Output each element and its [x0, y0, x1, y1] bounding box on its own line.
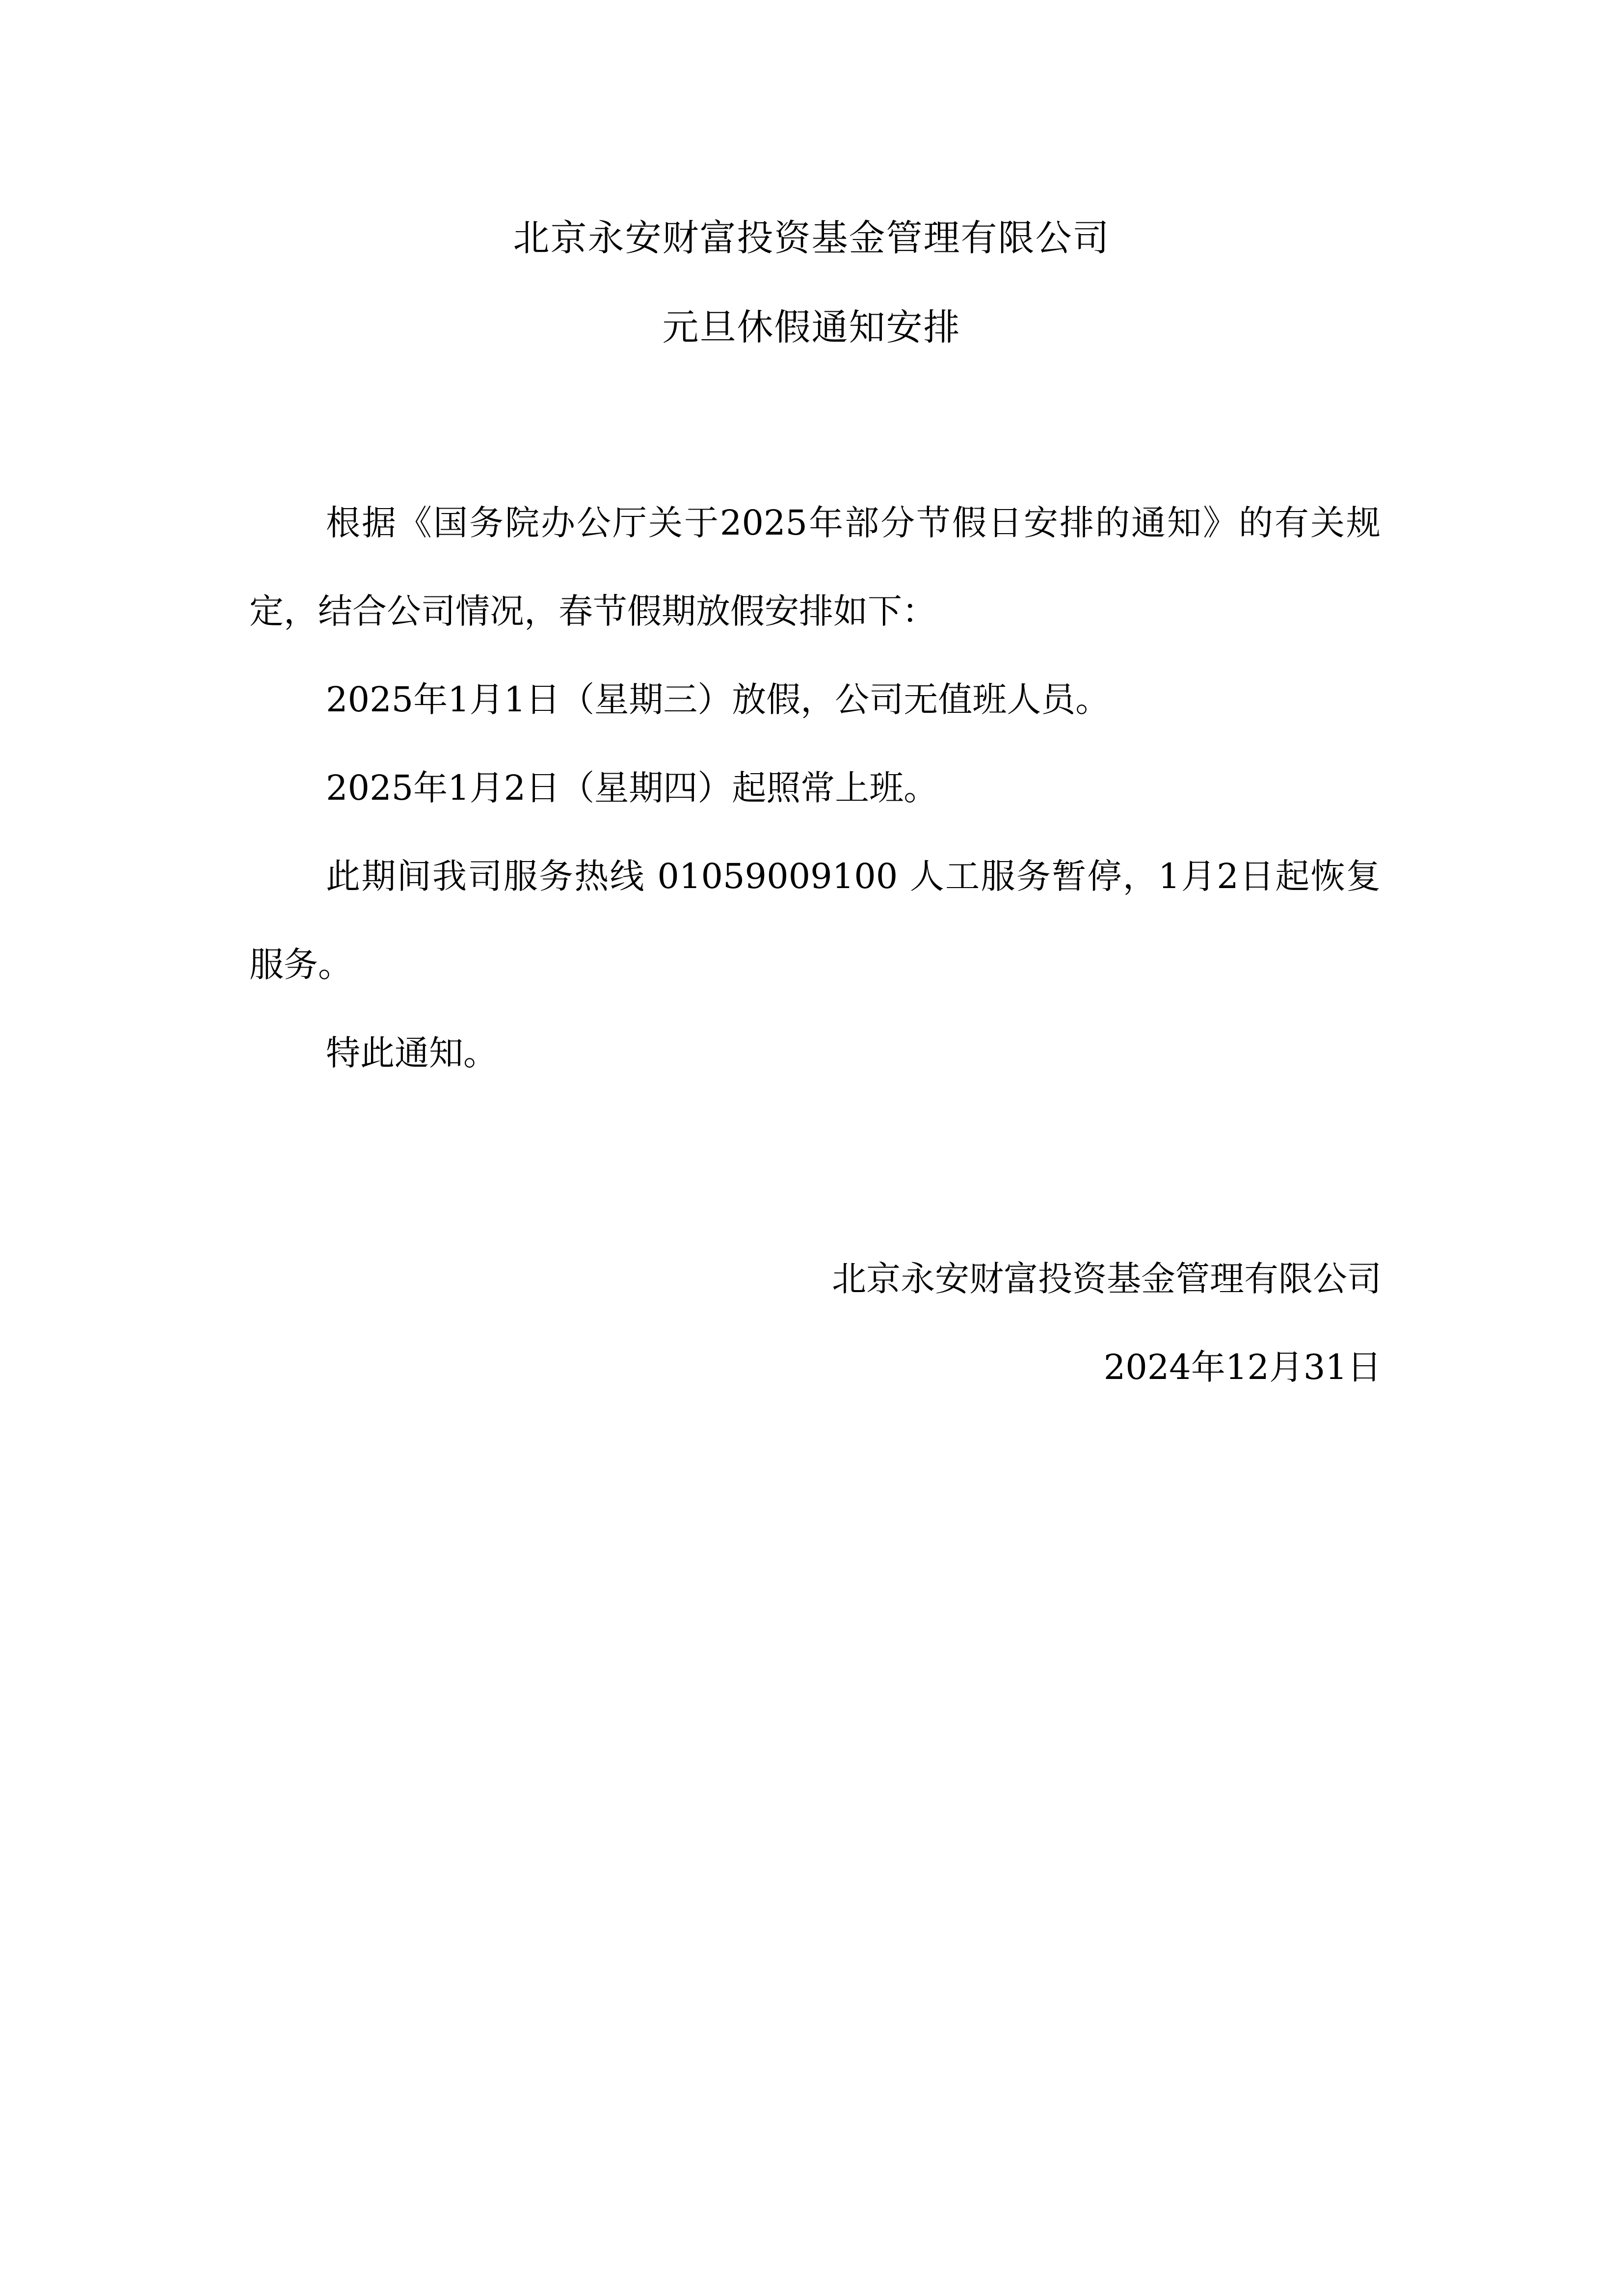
- signature-block: [832, 1235, 1382, 1411]
- paragraph-hotline: 此期间我司服务热线 01059009100 人工服务暂停，1月2日起恢复服务。: [249, 856, 1381, 985]
- paragraph-regulation: 根据《国务院办公厅关于2025年部分节假日安排的通知》的有关规定，结合公司情况，春节假期放假安排如下：: [249, 503, 1381, 631]
- document-title-company: 北京永安财富投资基金管理有限公司: [513, 217, 1110, 259]
- paragraph-closing: 特此通知。: [326, 1033, 498, 1073]
- signature-date: 2024年12月31日: [1103, 1347, 1382, 1387]
- paragraph-holiday-date: 2025年1月1日（星期三）放假，公司无值班人员。: [326, 679, 1110, 720]
- paragraph-work-resume: 2025年1月2日（星期四）起照常上班。: [326, 768, 938, 808]
- signature-company: 北京永安财富投资基金管理有限公司: [832, 1259, 1382, 1299]
- document-title-notice: 元旦休假通知安排: [662, 306, 961, 349]
- document-body: [249, 479, 1381, 1097]
